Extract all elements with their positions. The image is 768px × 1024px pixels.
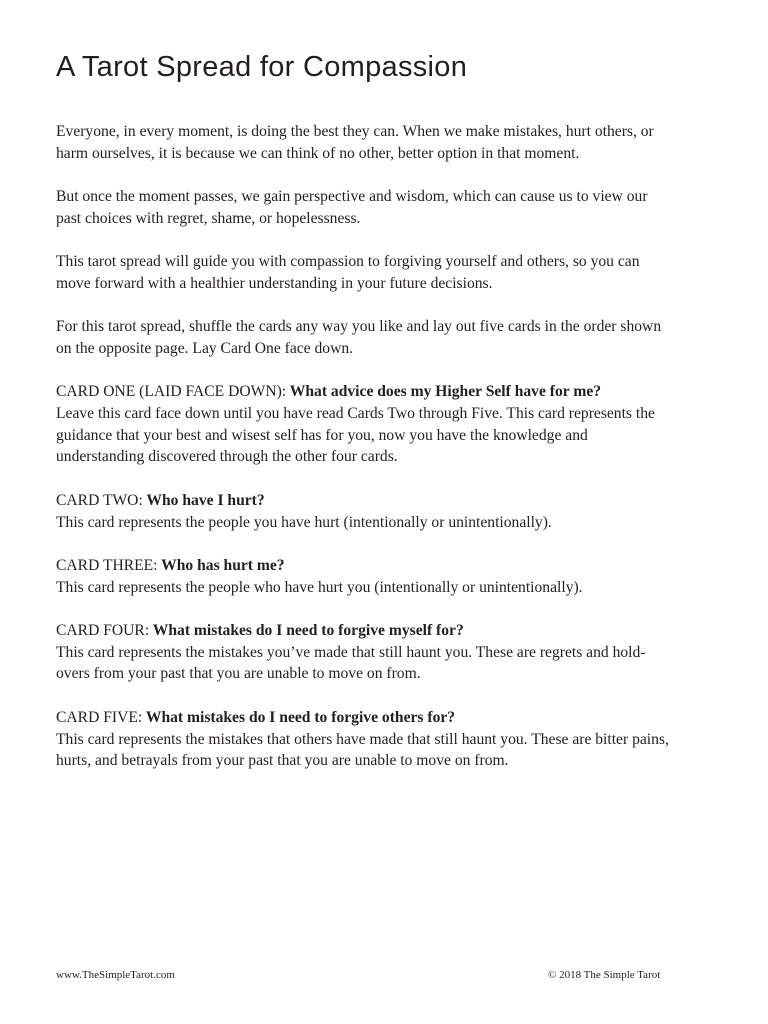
card-section-two xyxy=(56,490,676,533)
card-name: CARD ONE (LAID FACE DOWN): xyxy=(56,383,287,401)
card-name: CARD TWO: xyxy=(56,491,143,509)
card-description: This card represents the people who have hurt you (intentionally or unintentionally). xyxy=(56,578,583,596)
card-heading xyxy=(56,620,676,642)
intro-paragraph: But once the moment passes, we gain perspective and wisdom, which can cause us to view our past choices with regret, shame, or hopelessness. xyxy=(56,188,648,227)
card-name: CARD FOUR: xyxy=(56,622,150,640)
card-section-four xyxy=(56,620,676,685)
card-section-three xyxy=(56,555,676,598)
card-description: Leave this card face down until you have read Cards Two through Five. This card represents the guidance that your best and wisest self has for you, now you have the knowledge and understanding discovered through the other four cards. xyxy=(56,405,655,466)
page-title: A Tarot Spread for Compassion xyxy=(56,51,468,83)
intro-paragraph: Everyone, in every moment, is doing the best they can. When we make mistakes, hurt others, or harm ourselves, it is because we can think of no other, better option in that moment. xyxy=(56,123,654,162)
card-description: This card represents the people you have hurt (intentionally or unintentionally). xyxy=(56,513,552,531)
card-question: What mistakes do I need to forgive others for? xyxy=(145,708,456,726)
card-heading xyxy=(56,555,676,577)
footer-website: www.TheSimpleTarot.com xyxy=(56,969,175,981)
card-description: This card represents the mistakes that others have made that still haunt you. These are bitter pains, hurts, and betrayals from your past that you are unable to move on from. xyxy=(56,730,669,770)
intro-paragraph: This tarot spread will guide you with compassion to forgiving yourself and others, so you can move forward with a healthier understanding in your future decisions. xyxy=(56,253,640,292)
card-description: This card represents the mistakes you’ve made that still haunt you. These are regrets and hold-overs from your past that you are unable to move on from. xyxy=(56,643,646,683)
card-heading xyxy=(56,490,676,512)
card-question: Who have I hurt? xyxy=(146,491,265,509)
card-section-five xyxy=(56,707,676,772)
card-name: CARD THREE: xyxy=(56,556,158,574)
intro-paragraph: For this tarot spread, shuffle the cards any way you like and lay out five cards in the order shown on the opposite page. Lay Card One face down. xyxy=(56,318,662,357)
card-heading xyxy=(56,707,676,729)
card-question: What advice does my Higher Self have for me? xyxy=(289,383,602,401)
document-body xyxy=(56,121,676,794)
card-name: CARD FIVE: xyxy=(56,708,143,726)
card-heading xyxy=(56,381,676,403)
card-question: What mistakes do I need to forgive myself for? xyxy=(152,622,464,640)
card-question: Who has hurt me? xyxy=(161,556,285,574)
card-section-one xyxy=(56,381,676,468)
footer-copyright: © 2018 The Simple Tarot xyxy=(548,969,661,981)
